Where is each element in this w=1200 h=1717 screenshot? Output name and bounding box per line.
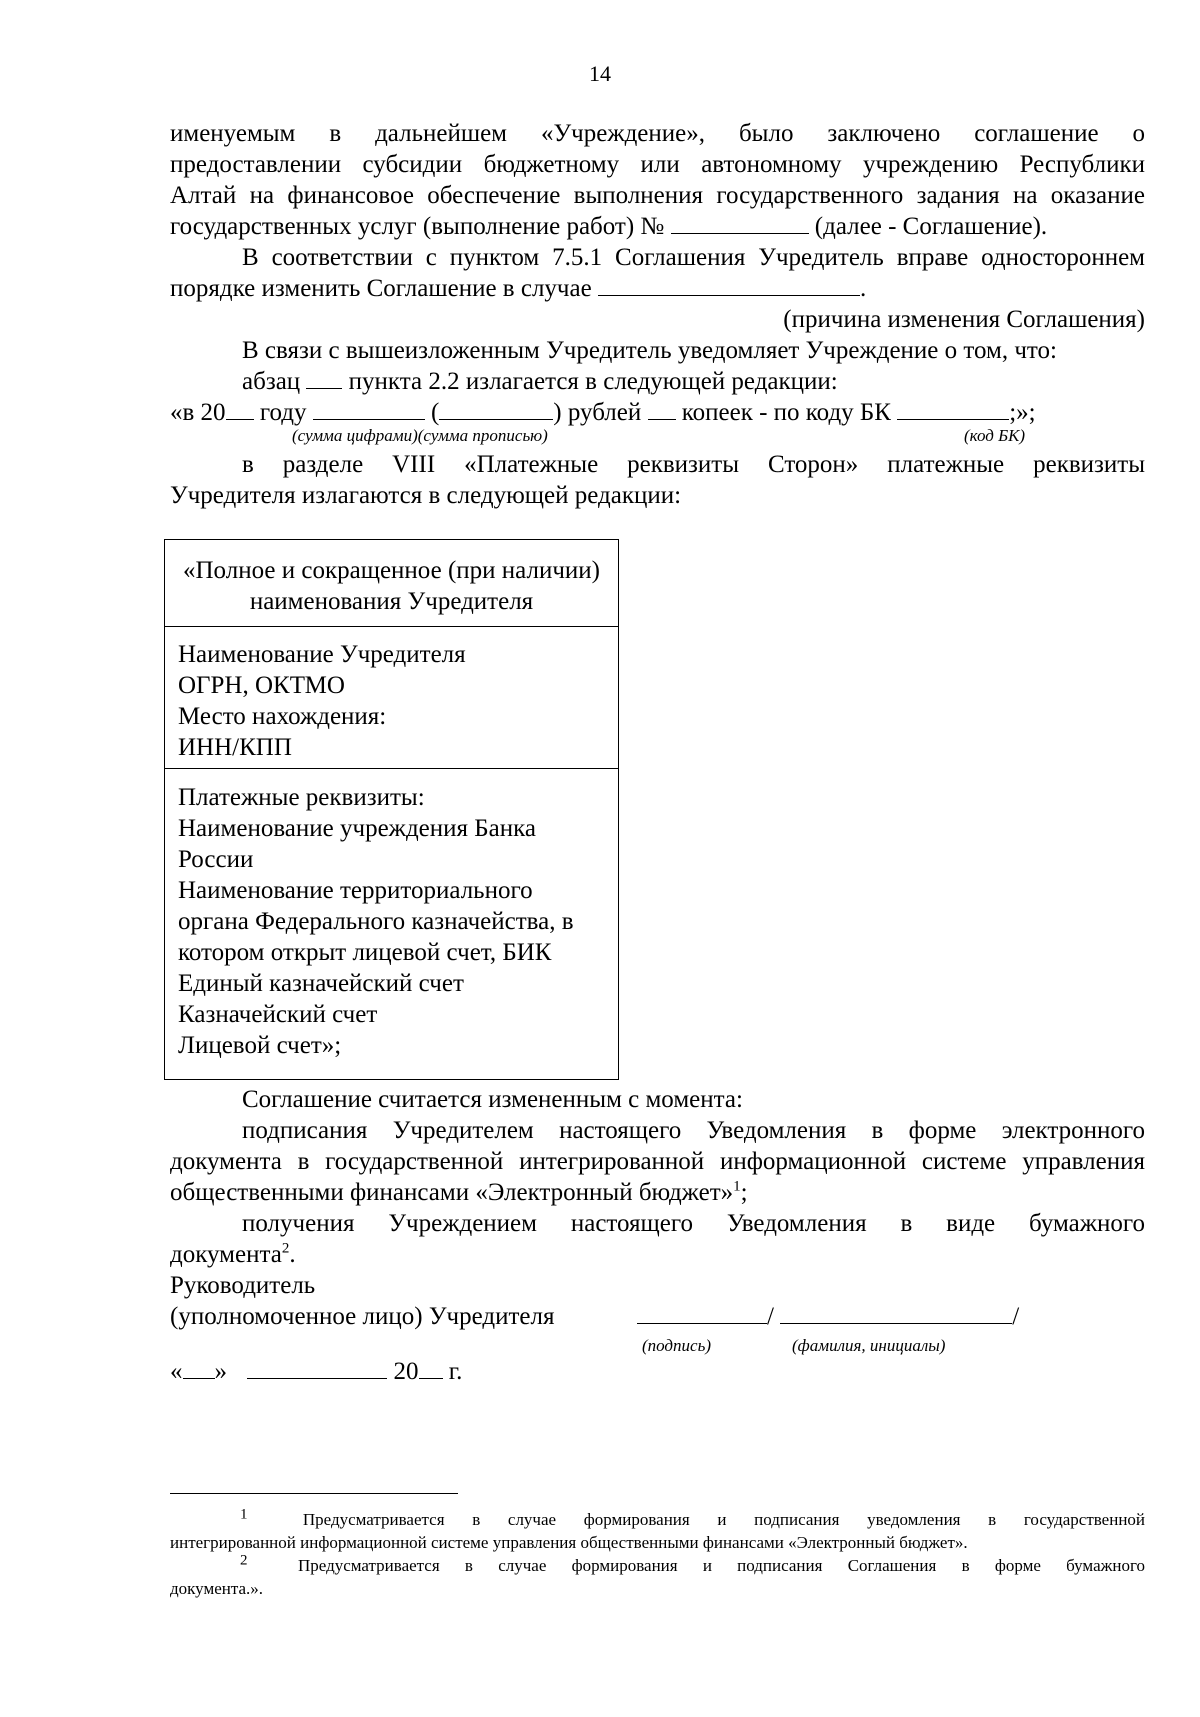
- year-blank: [226, 399, 254, 420]
- kopecks-blank: [648, 399, 676, 420]
- footnote-2-line-1: [240, 1554, 1145, 1577]
- amended-option-1-end: ;: [740, 1179, 748, 1206]
- footnote-separator: [170, 1493, 458, 1494]
- payment-requisites-label: Платежные реквизиты:: [178, 784, 425, 811]
- section-line-1: в разделе VIII «Платежные реквизиты Сторон» платежные реквизиты: [242, 451, 1145, 478]
- amended-option-1-line-3: [170, 1177, 1145, 1208]
- bank-name-label-cont: России: [178, 846, 254, 873]
- paragraph-line-start: абзац: [242, 368, 301, 395]
- year-suffix-blank: [419, 1358, 443, 1379]
- footnote-2-mark: 2: [240, 1552, 248, 1569]
- clause-line-1: В соответствии с пунктом 7.5.1 Соглашения Учредитель вправе одностороннем: [242, 244, 1145, 271]
- clause-line-2-start: порядке изменить Соглашение в случае: [170, 275, 592, 302]
- requisites-table: [164, 539, 619, 1080]
- sum-digits-blank: [313, 399, 425, 420]
- signature-slash-1: /: [767, 1303, 774, 1330]
- date-year-suffix: г.: [448, 1358, 463, 1385]
- amount-part-2: году: [259, 399, 307, 426]
- requisites-header-cell: [165, 540, 618, 627]
- signature-role-line-1: Руководитель: [170, 1272, 316, 1299]
- founder-inn-label: ИНН/КПП: [178, 734, 292, 761]
- amount-part-4: ) рублей: [553, 399, 642, 426]
- budget-code-blank: [897, 399, 1009, 420]
- intro-line-3: Алтай на финансовое обеспечение выполнения государственного задания на оказание: [170, 182, 1145, 209]
- amended-title: Соглашение считается измененным с момента:: [242, 1086, 743, 1113]
- signature-caption: (подпись): [642, 1336, 711, 1355]
- requisites-payment-cell: [165, 769, 618, 1078]
- paragraph-line-end: пункта 2.2 излагается в следующей редакции:: [348, 368, 838, 395]
- clause-line-2: порядке изменить Соглашение в случае .: [170, 275, 867, 302]
- bank-name-label: Наименование учреждения Банка: [178, 815, 536, 842]
- requisites-header-line-1: «Полное и сокращенное (при наличии): [183, 557, 600, 584]
- signature-blank: [637, 1303, 767, 1324]
- signature-fields: [637, 1301, 1057, 1332]
- treasury-label: Наименование территориального: [178, 877, 533, 904]
- intro-line-4-end: (далее - Соглашение).: [814, 213, 1048, 240]
- section-line-2: Учредителя излагаются в следующей редакции:: [170, 482, 682, 509]
- amended-option-2-line-1: получения Учреждением настоящего Уведомления в виде бумажного: [242, 1210, 1145, 1237]
- paragraph-number-blank: [306, 368, 342, 389]
- amount-caption: (сумма цифрами)(сумма прописью): [292, 426, 548, 445]
- intro-line-4-start: государственных услуг (выполнение работ) №: [170, 213, 665, 240]
- intro-line-4: [170, 211, 1145, 242]
- founder-address-label: Место нахождения:: [178, 703, 387, 730]
- agreement-number-blank: [671, 213, 809, 234]
- amount-line: [170, 397, 1145, 428]
- footnote-1-line-2: интегрированной информационной системе управления общественными финансами «Электронный бюджет».: [170, 1533, 968, 1552]
- intro-line-2: предоставлении субсидии бюджетному или автономному учреждению Республики: [170, 151, 1145, 178]
- date-open-quote: «: [170, 1358, 183, 1385]
- treasury-label-cont-1: органа Федерального казначейства, в: [178, 908, 574, 935]
- single-treasury-account-label: Единый казначейский счет: [178, 970, 464, 997]
- amount-part-3: (: [430, 399, 440, 426]
- founder-ogrn-label: ОГРН, ОКТМО: [178, 672, 345, 699]
- name-caption: (фамилия, инициалы): [792, 1336, 946, 1355]
- month-blank: [247, 1358, 387, 1379]
- amended-option-1-line-1: подписания Учредителем настоящего Уведомления в форме электронного: [242, 1117, 1145, 1144]
- footnote-ref-1: 1: [733, 1178, 741, 1195]
- footnote-2-line-2: документа.».: [170, 1579, 264, 1598]
- treasury-label-cont-2: котором открыт лицевой счет, БИК: [178, 939, 552, 966]
- date-close-quote: »: [214, 1358, 227, 1385]
- signature-date-line: [170, 1356, 1145, 1387]
- footnote-2-text: Предусматривается в случае формирования и подписания Соглашения в форме бумажного: [298, 1556, 1146, 1575]
- amended-option-2-text: документа: [170, 1241, 282, 1268]
- footnote-1-line-1: [240, 1508, 1145, 1531]
- requisites-founder-cell: [165, 627, 618, 769]
- date-year: 20: [393, 1358, 419, 1385]
- amended-option-1-text: общественными финансами «Электронный бюджет»: [170, 1179, 734, 1206]
- treasury-account-label: Казначейский счет: [178, 1001, 378, 1028]
- personal-account-label: Лицевой счет»;: [178, 1032, 342, 1059]
- reason-caption: (причина изменения Соглашения): [783, 306, 1145, 333]
- notice-line: В связи с вышеизложенным Учредитель уведомляет Учреждение о том, что:: [242, 337, 1057, 364]
- reason-blank: [598, 275, 860, 296]
- intro-line-1: именуемым в дальнейшем «Учреждение», было заключено соглашение о: [170, 120, 1145, 147]
- founder-name-label: Наименование Учредителя: [178, 641, 466, 668]
- name-blank: [780, 1303, 1012, 1324]
- day-blank: [183, 1358, 215, 1379]
- amount-part-1: «в 20: [170, 399, 226, 426]
- page-number: 14: [589, 61, 611, 86]
- paragraph-line: [242, 366, 1145, 397]
- footnote-1-mark: 1: [240, 1506, 248, 1523]
- amount-part-5: копеек - по коду БК: [681, 399, 891, 426]
- amount-part-6: ;»;: [1009, 399, 1036, 426]
- requisites-header-line-2: наименования Учредителя: [249, 588, 534, 615]
- signature-slash-2: /: [1012, 1303, 1020, 1330]
- amended-option-1-line-2: документа в государственной интегрированной информационной системе управления: [170, 1148, 1145, 1175]
- amended-option-2-line-2: [170, 1239, 1145, 1270]
- footnote-1-text: Предусматривается в случае формирования и подписания уведомления в государственной: [302, 1510, 1146, 1529]
- footnote-ref-2: 2: [281, 1240, 290, 1257]
- amended-option-2-end: .: [289, 1241, 296, 1268]
- budget-code-caption: (код БК): [964, 426, 1026, 445]
- sum-words-blank: [439, 399, 553, 420]
- signature-role-line-2: (уполномоченное лицо) Учредителя: [170, 1303, 555, 1330]
